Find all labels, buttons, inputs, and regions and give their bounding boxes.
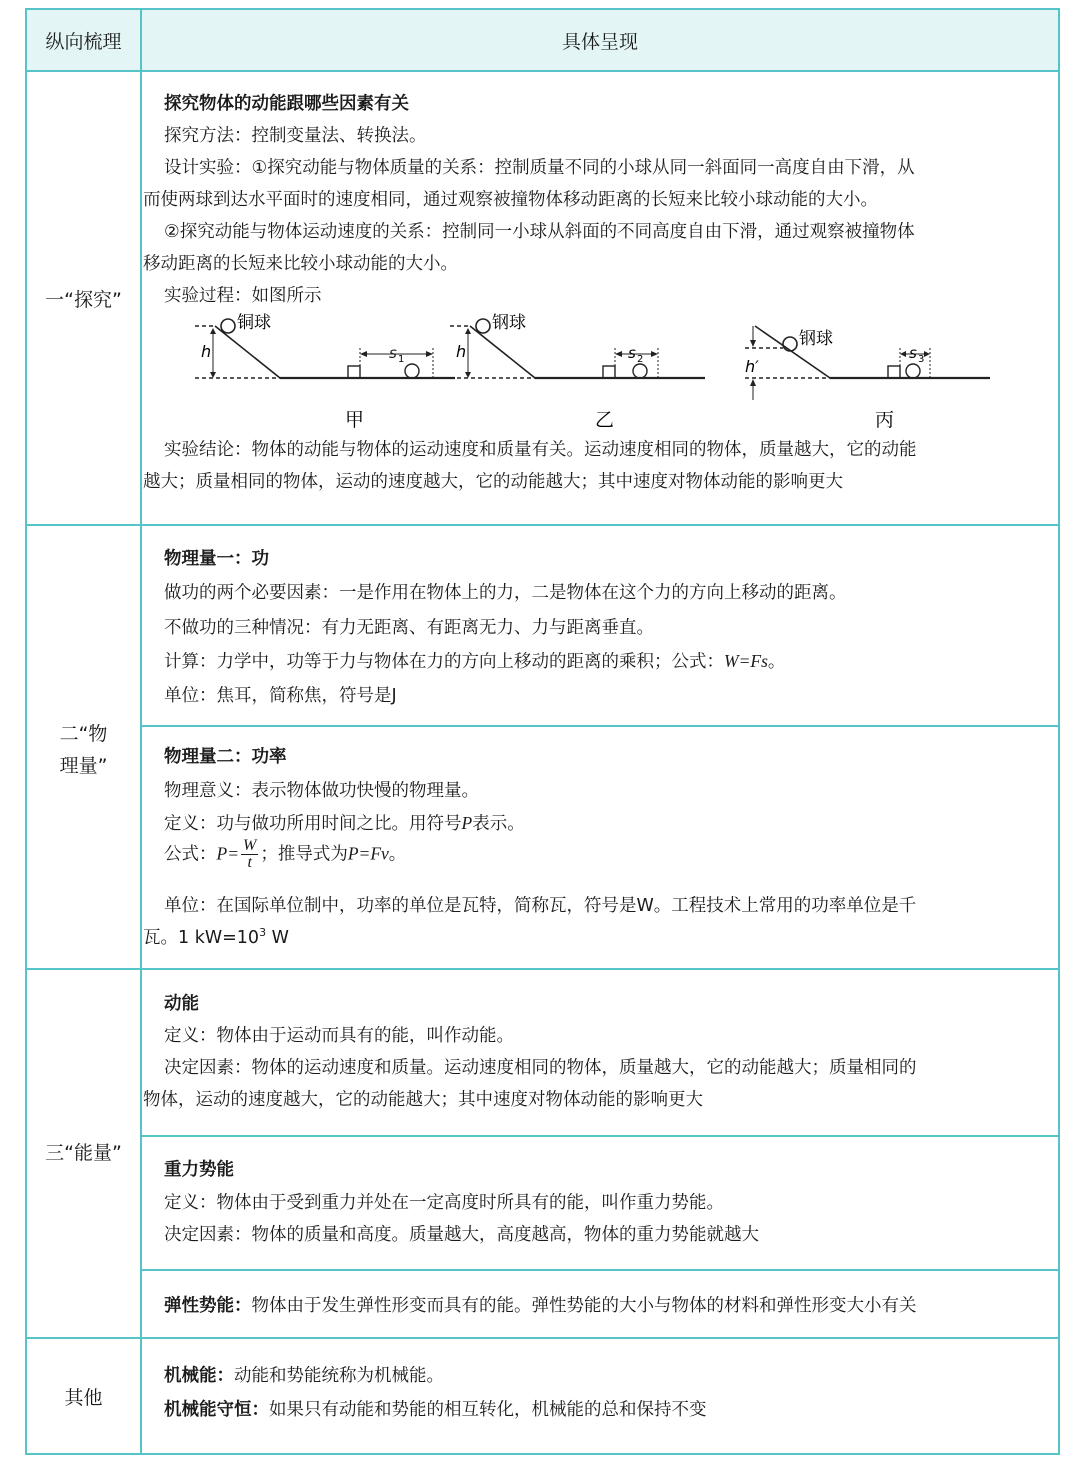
explore-title: 探究物体的动能跟哪些因素有关 — [164, 94, 409, 114]
power-line-3: 公式：P= $\frac{W}{t}$ ；推导式为P=Fv。 — [164, 837, 407, 871]
gravity-title: 重力势能 — [164, 1160, 234, 1180]
distance-label: s — [389, 344, 397, 362]
distance-subscript: 2 — [637, 354, 644, 365]
block — [348, 366, 360, 378]
power-line-1: 物理意义：表示物体做功快慢的物理量。 — [164, 781, 479, 801]
figure-bing — [745, 326, 990, 431]
kinetic-line-1: 定义：物体由于运动而具有的能，叫作动能。 — [164, 1026, 514, 1046]
header-right: 具体呈现 — [142, 10, 1058, 70]
block — [888, 366, 900, 378]
conservation-line: 机械能守恒：如果只有动能和势能的相互转化，机械能的总和保持不变 — [164, 1400, 707, 1420]
block — [603, 366, 615, 378]
caption-bing: 丙 — [875, 409, 895, 431]
row-divider — [27, 70, 1058, 72]
row-label-quantity-a: 二“物 — [59, 723, 108, 745]
row-label-other: 其他 — [64, 1387, 103, 1409]
ball-label: 钢球 — [492, 313, 526, 333]
conservation-title: 机械能守恒： — [164, 1400, 269, 1420]
header-left: 纵向梳理 — [27, 10, 140, 70]
explore-method: 探究方法：控制变量法、转换法。 — [164, 126, 427, 146]
row-label-energy: 三“能量” — [45, 1142, 122, 1164]
work-line-4: 单位：焦耳，简称焦，符号是J — [164, 686, 397, 706]
distance-label: s — [909, 344, 917, 362]
kinetic-title: 动能 — [164, 994, 199, 1014]
power-line-4: 单位：在国际单位制中，功率的单位是瓦特，简称瓦，符号是W。工程技术上常用的功率单位是千 — [164, 896, 917, 916]
mechanical-energy-line: 机械能：动能和势能统称为机械能。 — [164, 1366, 444, 1386]
row-divider — [27, 1337, 1058, 1339]
row-label-quantity-b: 理量” — [59, 755, 108, 777]
copper-ball — [221, 319, 235, 333]
distance-subscript: 3 — [918, 354, 925, 365]
explore-process: 实验过程：如图所示 — [164, 286, 322, 306]
row-divider — [27, 968, 1058, 970]
power-derived-formula: P=Fv — [347, 843, 389, 864]
subrow-divider — [142, 725, 1058, 727]
row-label-explore: 一“探究” — [45, 289, 122, 311]
power-title: 物理量二：功率 — [164, 747, 287, 767]
work-formula: W=Fs — [724, 651, 768, 671]
experiment-figure — [195, 310, 1015, 432]
elastic-line: 弹性势能：物体由于发生弹性形变而具有的能。弹性势能的大小与物体的材料和弹性形变大小有关 — [164, 1296, 917, 1316]
column-divider — [140, 10, 142, 1453]
power-fraction: $\frac{W}{t}$ — [243, 837, 257, 871]
ball-rest — [405, 364, 419, 378]
explore-design-c: ②探究动能与物体运动速度的关系：控制同一小球从斜面的不同高度自由下滑，通过观察被撞物体 — [164, 222, 915, 242]
explore-conclusion-b: 越大；质量相同的物体，运动的速度越大，它的动能越大；其中速度对物体动能的影响更大 — [143, 472, 843, 492]
ball-rest — [906, 364, 920, 378]
caption-yi: 乙 — [595, 409, 615, 431]
elastic-title: 弹性势能： — [164, 1296, 252, 1316]
work-line-2: 不做功的三种情况：有力无距离、有距离无力、力与距离垂直。 — [164, 618, 654, 638]
mechanical-energy-title: 机械能： — [164, 1366, 234, 1386]
caption-jia: 甲 — [345, 409, 365, 431]
height-label: h′ — [745, 357, 759, 376]
ball-rest — [633, 364, 647, 378]
work-title: 物理量一：功 — [164, 549, 269, 569]
explore-design-a: 设计实验：①探究动能与物体质量的关系：控制质量不同的小球从同一斜面同一高度自由下滑，从 — [164, 158, 915, 178]
gravity-line-2: 决定因素：物体的质量和高度。质量越大，高度越高，物体的重力势能就越大 — [164, 1225, 759, 1245]
kinetic-line-3: 物体，运动的速度越大，它的动能越大；其中速度对物体动能的影响更大 — [143, 1090, 703, 1110]
steel-ball — [476, 319, 490, 333]
figure-jia — [195, 313, 455, 431]
ball-label: 铜球 — [237, 313, 271, 333]
steel-ball — [783, 337, 797, 351]
height-label: h — [201, 342, 212, 361]
explore-design-b: 而使两球到达水平面时的速度相同，通过观察被撞物体移动距离的长短来比较小球动能的大小。 — [143, 190, 878, 210]
power-line-2: 定义：功与做功所用时间之比。用符号P表示。 — [164, 813, 525, 834]
subrow-divider — [142, 1269, 1058, 1271]
power-line-5: 瓦。1 $kW=10^3$ W — [143, 926, 289, 948]
gravity-line-1: 定义：物体由于受到重力并处在一定高度时所具有的能，叫作重力势能。 — [164, 1193, 724, 1213]
explore-design-d: 移动距离的长短来比较小球动能的大小。 — [143, 254, 458, 274]
distance-label: s — [628, 344, 636, 362]
work-line-3: 计算：力学中，功等于力与物体在力的方向上移动的距离的乘积；公式：W=Fs。 — [164, 651, 786, 672]
ball-label: 钢球 — [799, 329, 833, 349]
subrow-divider — [142, 1135, 1058, 1137]
distance-subscript: 1 — [398, 354, 405, 365]
kinetic-line-2: 决定因素：物体的运动速度和质量。运动速度相同的物体，质量越大，它的动能越大；质量相同的 — [164, 1058, 917, 1078]
figure-yi — [450, 313, 705, 431]
height-label: h — [456, 342, 467, 361]
explore-conclusion-a: 实验结论：物体的动能与物体的运动速度和质量有关。运动速度相同的物体，质量越大，它的动能 — [164, 440, 917, 460]
row-divider — [27, 524, 1058, 526]
work-line-1: 做功的两个必要因素：一是作用在物体上的力，二是物体在这个力的方向上移动的距离。 — [164, 583, 847, 603]
